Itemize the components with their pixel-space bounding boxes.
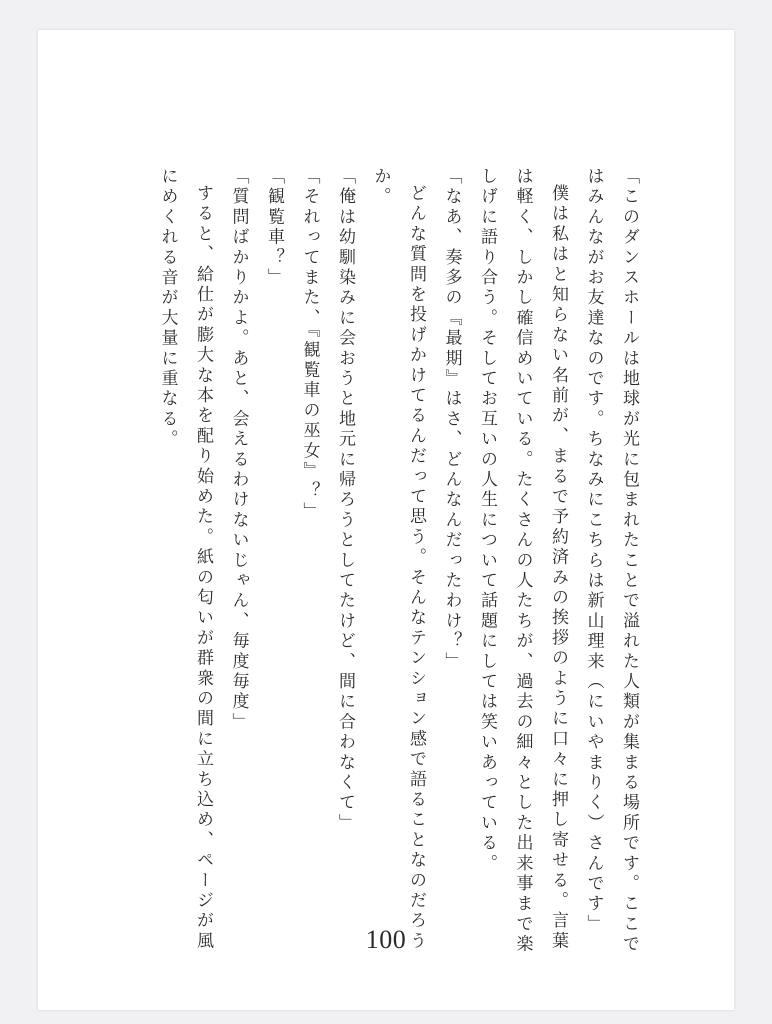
paragraph-8: 「質問ばかりかよ。あと、会えるわけないじゃん、毎度毎度」 bbox=[228, 167, 249, 733]
paragraph-5: 「俺は幼馴染みに会おうと地元に帰ろうとしてたけど、間に合わなくて」 bbox=[335, 167, 355, 834]
book-page bbox=[38, 30, 734, 1010]
paragraph-4: どんな質問を投げかけてるんだって思う。そんなテンション感で語ることなのだろうか。 bbox=[370, 167, 426, 952]
vertical-text-body bbox=[149, 167, 646, 967]
paragraph-9: すると、給仕が膨大な本を配り始めた。紙の匂いが群衆の間に立ち込め、ページが風にめくれる音が大量に重なる。 bbox=[157, 167, 213, 952]
paragraph-3: 「なあ、奏多の『最期』はさ、どんなんだったわけ？」 bbox=[441, 167, 462, 672]
paragraph-2: 僕は私はと知らない名前が、まるで予約済みの挨拶のように口々に押し寄せる。言葉は軽く、しかし確信めいている。たくさんの人たちが、過去の細々とした出来事まで楽しげに語り合う。そしてお互いの人生について話題にしては笑いあっている。 bbox=[477, 167, 568, 955]
paragraph-7: 「観覧車？」 bbox=[264, 167, 284, 289]
page-number: 100 bbox=[365, 925, 407, 954]
paragraph-6: 「それってまた、『観覧車の巫女』？」 bbox=[299, 167, 320, 523]
paragraph-1: 「このダンスホールは地球が光に包まれたことで溢れた人類が集まる場所です。ここではみんながお友達なのです。ちなみにこちらは新山理来（にいやまりく）さんです」 bbox=[583, 167, 639, 955]
